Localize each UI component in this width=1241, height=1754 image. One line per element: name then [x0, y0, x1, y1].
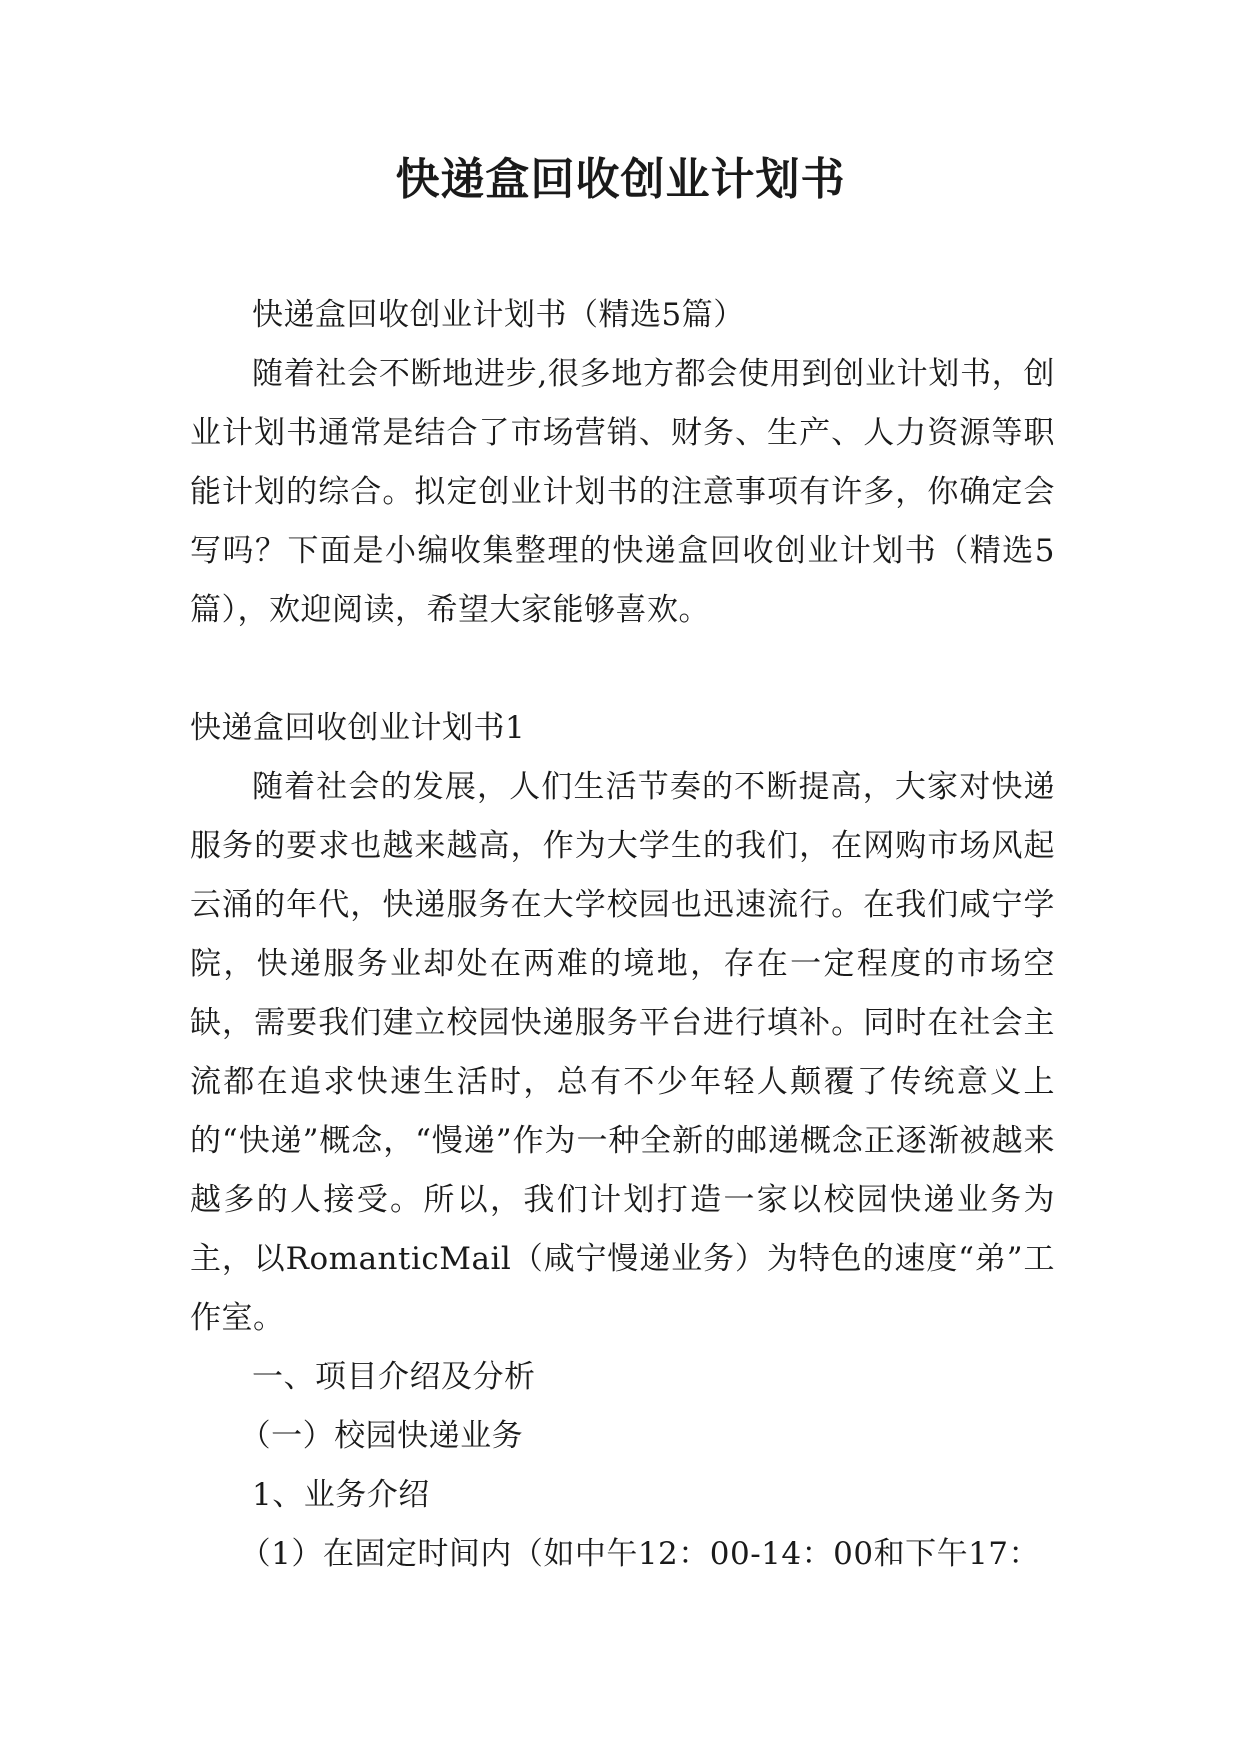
outline-item-3: 1、业务介绍 — [252, 1477, 430, 1513]
document-title: 快递盒回收创业计划书 — [395, 154, 846, 205]
document-subtitle: 快递盒回收创业计划书（精选5篇） — [252, 297, 745, 333]
outline-item-2: （一）校园快递业务 — [239, 1418, 524, 1454]
section-heading-1: 快递盒回收创业计划书1 — [190, 710, 526, 746]
outline-item-4: （1）在固定时间内（如中午12：00-14：00和下午17： — [239, 1536, 1041, 1572]
section-paragraph-1: 随着社会的发展，人们生活节奏的不断提高，大家对快递服务的要求也越来越高，作为大学生的我们，在网购市场风起云涌的年代，快递服务在大学校园也迅速流行。在我们咸宁学院，快递服务业却处在两难的境地，存在一定程度的市场空缺，需要我们建立校园快递服务平台进行填补。同时在社会主流都在追求快速生活时，总有不少年轻人颠覆了传统意义上的“快递”概念，“慢递”作为一种全新的邮递概念正逐渐被越来越多的人接受。所以，我们计划打造一家以校园快递业务为主，以RomanticMail（咸宁慢递业务）为特色的速度“弟”工作室。 — [190, 769, 1055, 1336]
document-body — [190, 286, 1055, 1584]
outline-item-1: 一、项目介绍及分析 — [252, 1359, 536, 1395]
intro-paragraph: 随着社会不断地进步,很多地方都会使用到创业计划书，创业计划书通常是结合了市场营销、财务、生产、人力资源等职能计划的综合。拟定创业计划书的注意事项有许多，你确定会写吗？下面是小编收集整理的快递盒回收创业计划书（精选5篇），欢迎阅读，希望大家能够喜欢。 — [190, 356, 1055, 628]
